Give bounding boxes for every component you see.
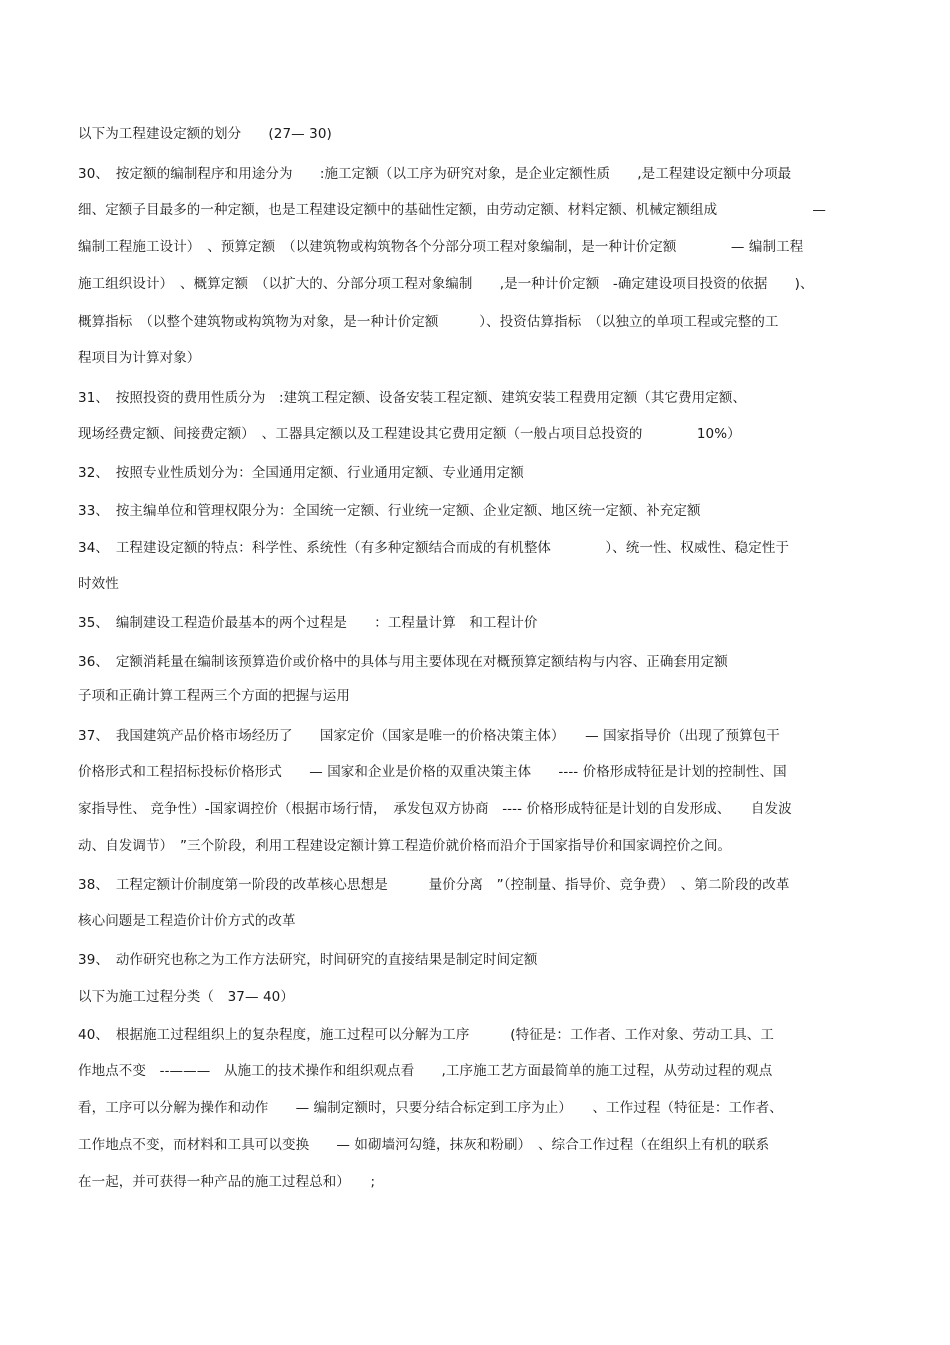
paragraph-line: 34、 工程建设定额的特点：科学性、系统性（有多种定额结合而成的有机整体 ）、统一性、权威性、稳定性于: [78, 540, 790, 556]
paragraph-line: 时效性: [78, 576, 119, 592]
paragraph-line: 动、自发调节） ”三个阶段，利用工程建设定额计算工程造价就价格而沿介于国家指导价和国家调控价之间。: [78, 838, 732, 854]
paragraph-line: 37、 我国建筑产品价格市场经历了 国家定价（国家是唯一的价格决策主体） — 国家指导价（出现了预算包干: [78, 728, 780, 744]
paragraph-line: 在一起，并可获得一种产品的施工过程总和） ;: [78, 1174, 376, 1190]
section-heading: 以下为工程建设定额的划分 (27— 30): [78, 126, 332, 142]
paragraph-line: 36、 定额消耗量在编制该预算造价或价格中的具体与用主要体现在对概预算定额结构与内容、正确套用定额: [78, 654, 728, 670]
paragraph-line: 33、 按主编单位和管理权限分为：全国统一定额、行业统一定额、企业定额、地区统一定额、补充定额: [78, 503, 701, 519]
paragraph-line: 概算指标 （以整个建筑物或构筑物为对象，是一种计价定额 ）、投资估算指标 （以独立的单项工程或完整的工: [78, 314, 779, 330]
paragraph-line: 家指导性、 竞争性）-国家调控价（根据市场行情， 承发包双方协商 ---- 价格形成特征是计划的自发形成、 自发波: [78, 801, 792, 817]
paragraph-line: 编制工程施工设计） 、预算定额 （以建筑物或构筑物各个分部分项工程对象编制，是一种计价定额 — 编制工程: [78, 239, 804, 255]
paragraph-line: 价格形式和工程招标投标价格形式 — 国家和企业是价格的双重决策主体 ---- 价格形成特征是计划的控制性、国: [78, 764, 787, 780]
paragraph-line: 子项和正确计算工程两三个方面的把握与运用: [78, 688, 350, 704]
section-heading: 以下为施工过程分类（ 37— 40）: [78, 989, 294, 1005]
paragraph-line: 现场经费定额、间接费定额） 、工器具定额以及工程建设其它费用定额（一般占项目总投资的 10%）: [78, 426, 741, 442]
paragraph-line: 32、 按照专业性质划分为：全国通用定额、行业通用定额、专业通用定额: [78, 465, 524, 481]
paragraph-line: 工作地点不变，而材料和工具可以变换 — 如砌墙河勾缝，抹灰和粉刷） 、综合工作过程（在组织上有机的联系: [78, 1137, 770, 1153]
paragraph-line: 35、 编制建设工程造价最基本的两个过程是 ：工程量计算 和工程计价: [78, 615, 538, 631]
paragraph-line: 施工组织设计） 、概算定额 （以扩大的、分部分项工程对象编制 ,是一种计价定额 -确定建设项目投资的依据 )、: [78, 276, 814, 292]
paragraph-line: 核心问题是工程造价计价方式的改革: [78, 913, 296, 929]
paragraph-line: 39、 动作研究也称之为工作方法研究，时间研究的直接结果是制定时间定额: [78, 952, 538, 968]
paragraph-line: 31、 按照投资的费用性质分为 :建筑工程定额、设备安装工程定额、建筑安装工程费用定额（其它费用定额、: [78, 390, 747, 406]
paragraph-line: 40、 根据施工过程组织上的复杂程度，施工过程可以分解为工序 (特征是：工作者、工作对象、劳动工具、工: [78, 1027, 774, 1043]
paragraph-line: 38、 工程定额计价制度第一阶段的改革核心思想是 量价分离 ”（控制量、指导价、竞争费） 、第二阶段的改革: [78, 877, 790, 893]
paragraph-line: 细、定额子目最多的一种定额，也是工程建设定额中的基础性定额，由劳动定额、材料定额、机械定额组成 —: [78, 202, 826, 218]
paragraph-line: 程项目为计算对象）: [78, 350, 201, 366]
paragraph-line: 作地点不变 --——— 从施工的技术操作和组织观点看 ,工序施工艺方面最简单的施工过程，从劳动过程的观点: [78, 1063, 773, 1079]
paragraph-line: 30、 按定额的编制程序和用途分为 :施工定额（以工序为研究对象，是企业定额性质 ,是工程建设定额中分项最: [78, 166, 792, 182]
paragraph-line: 看，工序可以分解为操作和动作 — 编制定额时，只要分结合标定到工序为止） 、工作过程（特征是：工作者、: [78, 1100, 783, 1116]
